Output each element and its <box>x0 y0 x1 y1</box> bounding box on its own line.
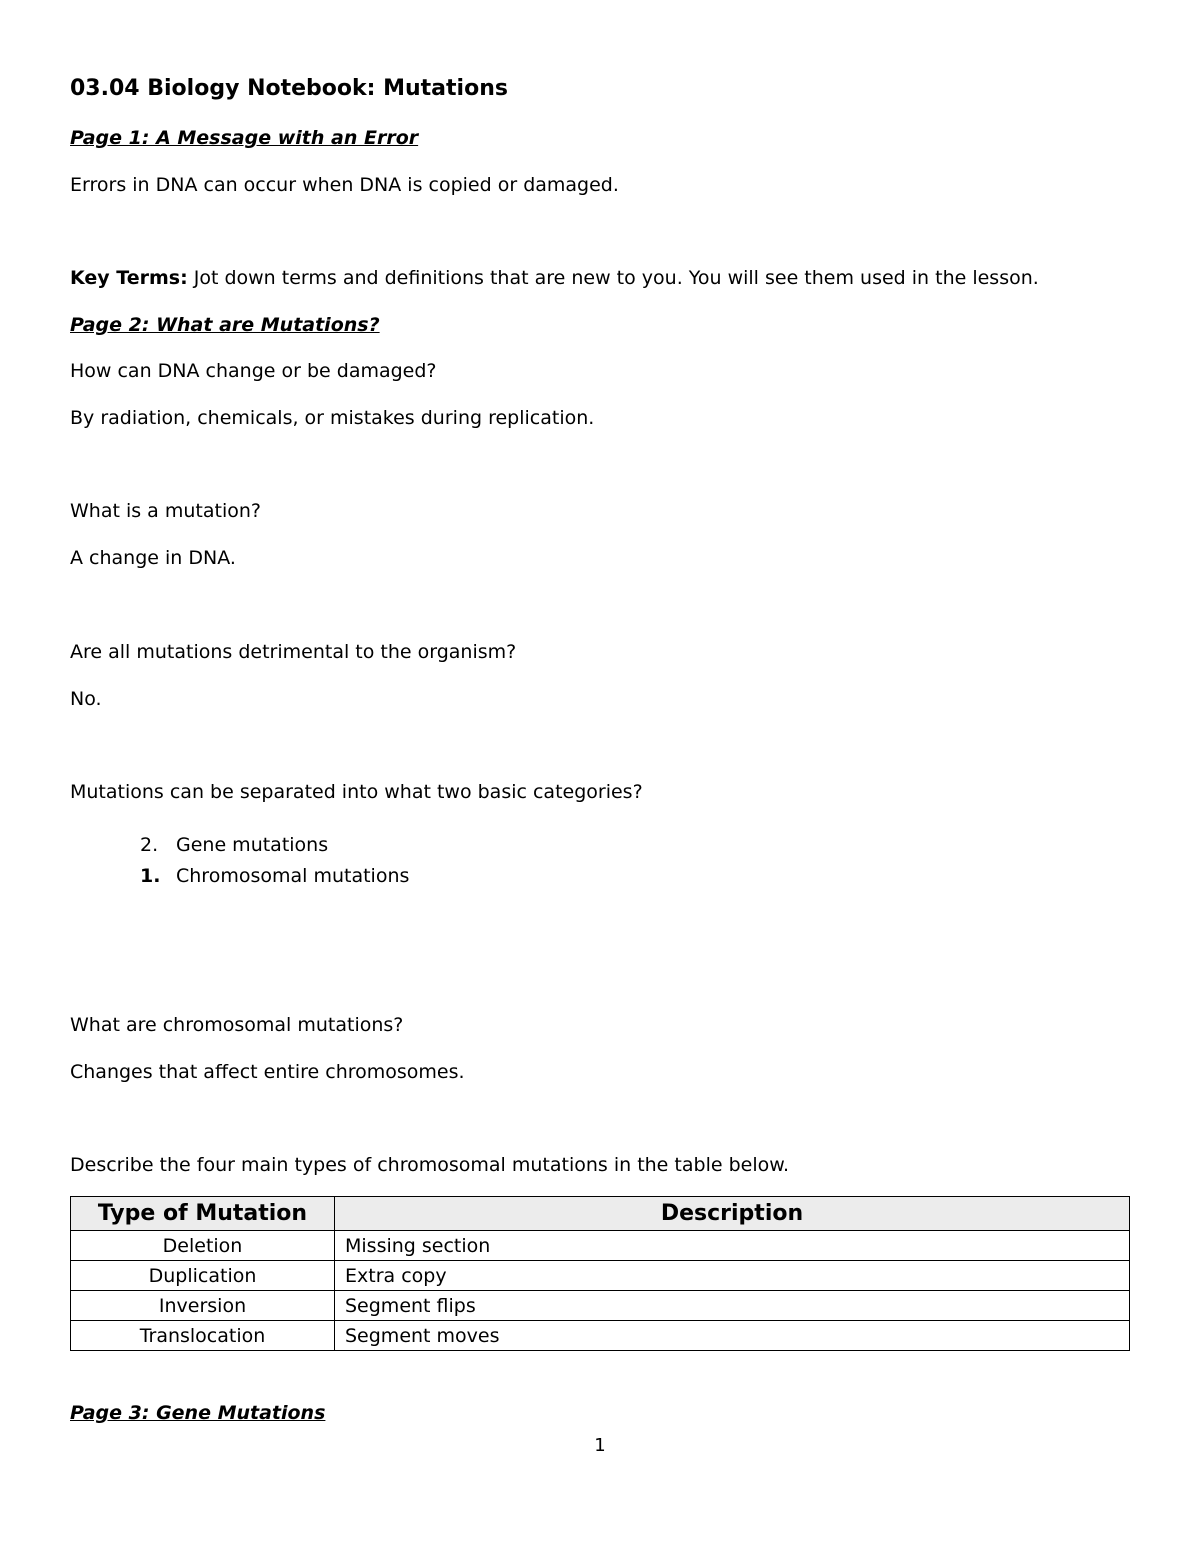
list-text: Gene mutations <box>176 834 329 856</box>
answer-chromosomal: Changes that affect entire chromosomes. <box>70 1061 465 1083</box>
question-dna-damage: How can DNA change or be damaged? <box>70 360 437 382</box>
table-row <box>71 1321 1130 1351</box>
table-row <box>71 1231 1130 1261</box>
page-number: 1 <box>594 1435 606 1456</box>
table-cell-type: Deletion <box>71 1231 335 1261</box>
page3-heading: Page 3: Gene Mutations <box>70 1402 326 1424</box>
table-row <box>71 1261 1130 1291</box>
table-cell-type: Translocation <box>71 1321 335 1351</box>
table-row <box>71 1291 1130 1321</box>
key-terms-text: Jot down terms and definitions that are new to you. You will see them used in the lesson. <box>187 267 1039 289</box>
answer-detrimental: No. <box>70 688 102 710</box>
list-number: 1. <box>140 865 161 887</box>
table-header-description: Description <box>335 1197 1130 1231</box>
list-item <box>140 833 328 857</box>
table-cell-type: Duplication <box>71 1261 335 1291</box>
table-header-row <box>71 1197 1130 1231</box>
mutation-table <box>70 1196 1130 1351</box>
list-item <box>140 864 409 888</box>
table-header-type: Type of Mutation <box>71 1197 335 1231</box>
table-prompt: Describe the four main types of chromosomal mutations in the table below. <box>70 1154 790 1176</box>
question-categories: Mutations can be separated into what two basic categories? <box>70 781 643 803</box>
page2-heading: Page 2: What are Mutations? <box>70 314 380 336</box>
question-mutation: What is a mutation? <box>70 500 261 522</box>
table-cell-type: Inversion <box>71 1291 335 1321</box>
key-terms-label: Key Terms: <box>70 267 188 289</box>
table-cell-description: Segment moves <box>335 1321 1130 1351</box>
list-number: 2. <box>140 834 159 856</box>
page1-heading: Page 1: A Message with an Error <box>70 127 419 149</box>
document-title: 03.04 Biology Notebook: Mutations <box>70 76 508 101</box>
key-terms-paragraph <box>70 266 1039 290</box>
table-cell-description: Extra copy <box>335 1261 1130 1291</box>
page1-text: Errors in DNA can occur when DNA is copied or damaged. <box>70 174 619 196</box>
table-cell-description: Missing section <box>335 1231 1130 1261</box>
question-chromosomal: What are chromosomal mutations? <box>70 1014 404 1036</box>
answer-mutation: A change in DNA. <box>70 547 236 569</box>
table-cell-description: Segment flips <box>335 1291 1130 1321</box>
list-text: Chromosomal mutations <box>176 865 410 887</box>
answer-dna-damage: By radiation, chemicals, or mistakes during replication. <box>70 407 595 429</box>
question-detrimental: Are all mutations detrimental to the organism? <box>70 641 517 663</box>
